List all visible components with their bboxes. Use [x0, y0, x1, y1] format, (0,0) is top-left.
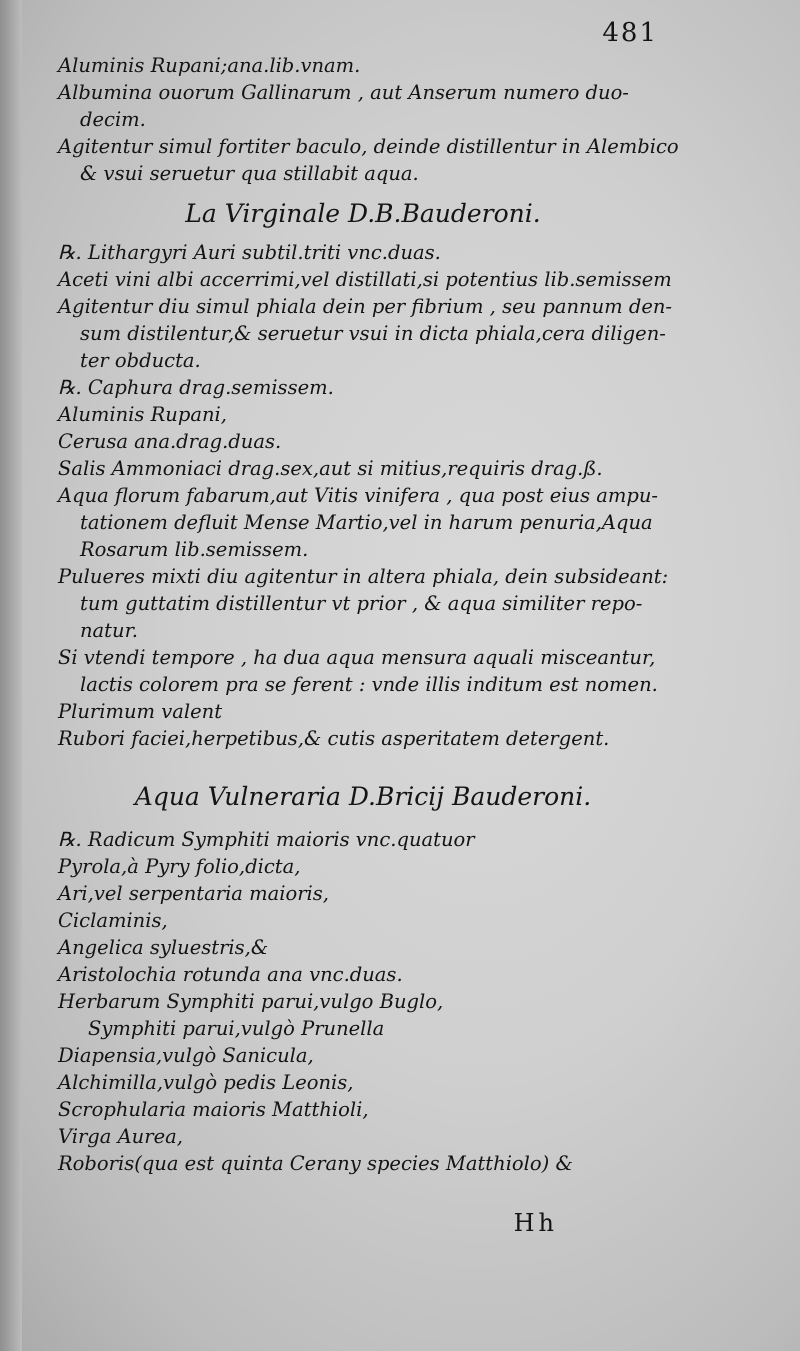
text-line: Diapensia,vulgò Sanicula, — [58, 1044, 314, 1067]
text-line: natur. — [80, 619, 138, 642]
section-heading: Aqua Vulneraria D.Bricij Bauderoni. — [134, 782, 592, 811]
text-line: lactis colorem pra se ferent : vnde illis inditum est nomen. — [80, 673, 658, 696]
text-line: decim. — [80, 108, 146, 131]
text-line: Plurimum valent — [58, 700, 223, 723]
text-line: Symphiti parui,vulgò Prunella — [88, 1017, 385, 1040]
page-number: 481 — [602, 18, 658, 48]
text-line: Virga Aurea, — [58, 1125, 183, 1148]
text-line: Albumina ouorum Gallinarum , aut Anserum numero duo- — [58, 81, 629, 104]
text-line: Aceti vini albi accerrimi,vel distillati,si potentius lib.semissem — [58, 268, 672, 291]
text-line: Rosarum lib.semissem. — [80, 538, 309, 561]
text-line: Alchimilla,vulgò pedis Leonis, — [58, 1071, 354, 1094]
text-line: ℞. Radicum Symphiti maioris vnc.quatuor — [58, 828, 475, 851]
text-line: Aristolochia rotunda ana vnc.duas. — [58, 963, 403, 986]
signature-mark: Hh — [513, 1209, 558, 1237]
page-edge-shadow — [0, 0, 22, 1351]
page-text — [58, 52, 679, 1177]
text-line: Ciclaminis, — [58, 909, 168, 932]
text-line: Agitentur simul fortiter baculo, deinde distillentur in Alembico — [58, 135, 679, 158]
text-line: Roboris(qua est quinta Cerany species Matthiolo) & — [58, 1152, 573, 1175]
text-line: Cerusa ana.drag.duas. — [58, 430, 282, 453]
text-line: & vsui seruetur qua stillabit aqua. — [80, 162, 419, 185]
text-line: ter obducta. — [80, 349, 201, 372]
text-line: ℞. Caphura drag.semissem. — [58, 376, 334, 399]
text-line: Agitentur diu simul phiala dein per fibrium , seu pannum den- — [58, 295, 673, 318]
text-line: Ari,vel serpentaria maioris, — [58, 882, 329, 905]
text-line: tum guttatim distillentur vt prior , & aqua similiter repo- — [80, 592, 643, 615]
text-line: Si vtendi tempore , ha dua aqua mensura aquali misceantur, — [58, 646, 656, 669]
text-line: tationem defluit Mense Martio,vel in harum penuria,Aqua — [80, 511, 653, 534]
text-line: Pulueres mixti diu agitentur in altera phiala, dein subsideant: — [58, 565, 669, 588]
text-line: Aqua florum fabarum,aut Vitis vinifera , qua post eius ampu- — [58, 484, 659, 507]
text-line: Salis Ammoniaci drag.sex,aut si mitius,requiris drag.ß. — [58, 457, 603, 480]
text-line: Aluminis Rupani;ana.lib.vnam. — [58, 54, 361, 77]
text-line: Pyrola,à Pyry folio,dicta, — [58, 855, 301, 878]
text-line: Angelica syluestris,& — [58, 936, 269, 959]
text-line: ℞. Lithargyri Auri subtil.triti vnc.duas. — [58, 241, 441, 264]
text-line: Rubori faciei,herpetibus,& cutis asperitatem detergent. — [58, 727, 610, 750]
text-line: Scrophularia maioris Matthioli, — [58, 1098, 369, 1121]
text-line: Aluminis Rupani, — [58, 403, 227, 426]
text-line: sum distilentur,& seruetur vsui in dicta phiala,cera diligen- — [80, 322, 666, 345]
section-heading: La Virginale D.B.Bauderoni. — [185, 199, 541, 228]
text-line: Herbarum Symphiti parui,vulgo Buglo, — [58, 990, 444, 1013]
